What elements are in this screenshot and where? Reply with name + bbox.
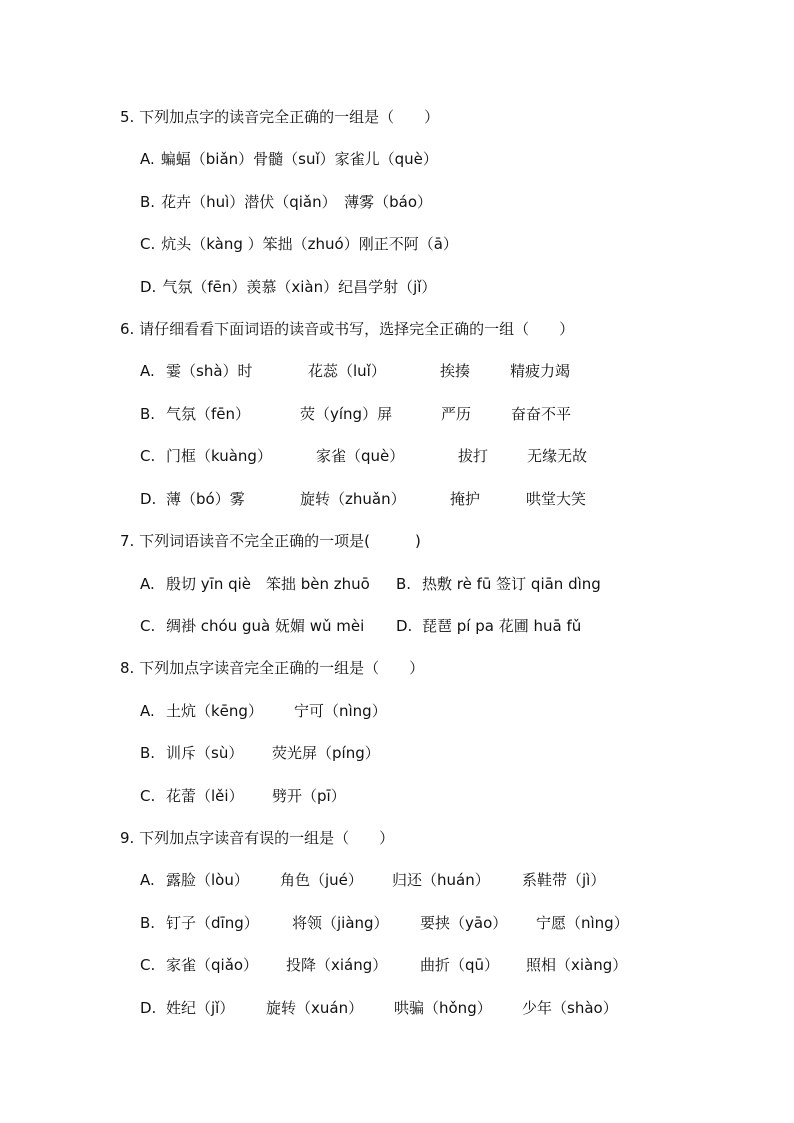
option-col-1: 气氛（fēn）	[166, 405, 251, 423]
option-label: A.	[140, 575, 155, 593]
question-9-stem	[120, 828, 394, 848]
option-col-3: 哄骗（hǒng）	[394, 999, 492, 1017]
option-text: 殷切 yīn qiè 笨拙 bèn zhuō	[166, 575, 370, 593]
question-text: 下列加点字的读音完全正确的一组是（ ）	[139, 108, 440, 126]
option-col-1: 姓纪（jǐ）	[166, 999, 235, 1017]
option-col-2: 角色（jué）	[280, 871, 363, 889]
option-label: C.	[140, 235, 156, 253]
option-label: A.	[140, 362, 155, 380]
option-col-4: 宁愿（nìng）	[536, 914, 629, 932]
option-col-1: 花蕾（lěi）	[166, 787, 244, 805]
question-5-stem	[120, 107, 439, 127]
option-label: D.	[140, 999, 157, 1017]
question-number: 7.	[120, 532, 135, 550]
option-col-3: 拔打	[458, 447, 489, 465]
option-col-1: 霎（shà）时	[166, 362, 253, 380]
q9-option-b	[140, 913, 660, 933]
option-col-2: 花蕊（luǐ）	[308, 362, 386, 380]
q9-option-c	[140, 955, 660, 975]
option-col-3: 挨揍	[440, 362, 471, 380]
option-label: A.	[140, 871, 155, 889]
option-col-1: 门框（kuàng）	[166, 447, 272, 465]
option-col-4: 奋奋不平	[511, 405, 572, 423]
option-col-2: 将领（jiàng）	[292, 914, 389, 932]
option-label: D.	[140, 490, 157, 508]
option-col-2: 荧光屏（píng）	[272, 744, 380, 762]
option-label: D.	[140, 278, 157, 296]
option-col-1: 家雀（qiǎo）	[166, 956, 259, 974]
option-label: B.	[140, 914, 156, 932]
question-8-stem	[120, 658, 424, 678]
option-text: 花卉（huì）潜伏（qiǎn） 薄雾（báo）	[161, 193, 433, 211]
question-number: 8.	[120, 659, 135, 677]
option-col-4: 哄堂大笑	[526, 490, 587, 508]
option-col-2: 荧（yíng）屏	[300, 405, 393, 423]
option-label: B.	[140, 193, 156, 211]
question-7-stem	[120, 531, 421, 551]
option-label: C.	[140, 447, 156, 465]
option-col-3: 归还（huán）	[392, 871, 490, 889]
option-label: D.	[396, 617, 413, 635]
option-text: 绸褂 chóu guà 妩媚 wǔ mèi	[166, 617, 365, 635]
question-text: 下列词语读音不完全正确的一项是( )	[139, 532, 421, 550]
q9-option-a	[140, 870, 660, 890]
q6-option-b	[140, 404, 640, 424]
q5-option-c	[140, 234, 458, 254]
option-label: C.	[140, 617, 156, 635]
q5-option-d	[140, 277, 436, 297]
question-text: 下列加点字读音有误的一组是（ ）	[139, 829, 395, 847]
option-col-1: 训斥（sù）	[166, 744, 244, 762]
q8-option-c	[140, 786, 540, 806]
q6-option-a	[140, 361, 640, 381]
option-col-2: 旋转（xuán）	[266, 999, 364, 1017]
option-col-3: 曲折（qū）	[420, 956, 500, 974]
option-col-4: 无缘无故	[527, 447, 588, 465]
option-col-4: 少年（shào）	[522, 999, 618, 1017]
option-col-1: 钉子（dīng）	[166, 914, 259, 932]
q8-option-a	[140, 701, 540, 721]
option-col-4: 精疲力竭	[510, 362, 571, 380]
question-number: 6.	[120, 320, 135, 338]
option-text: 蝙蝠（biǎn）骨髓（suǐ）家雀儿（què）	[160, 150, 438, 168]
option-col-2: 家雀（què）	[316, 447, 405, 465]
option-col-2: 宁可（nìng）	[294, 702, 387, 720]
option-col-2: 投降（xiáng）	[286, 956, 388, 974]
option-label: A.	[140, 702, 155, 720]
q7-row-1	[140, 574, 640, 594]
option-col-3: 严历	[441, 405, 472, 423]
option-col-1: 薄（bó）雾	[166, 490, 245, 508]
option-label: B.	[140, 744, 156, 762]
q5-option-a	[140, 149, 438, 169]
option-label: C.	[140, 956, 156, 974]
option-col-2: 劈开（pī）	[272, 787, 346, 805]
q6-option-c	[140, 446, 640, 466]
option-label: C.	[140, 787, 156, 805]
option-text: 琵琶 pí pa 花圃 huā fǔ	[422, 617, 582, 635]
question-text: 下列加点字读音完全正确的一组是（ ）	[139, 659, 425, 677]
question-number: 9.	[120, 829, 135, 847]
option-col-4: 系鞋带（jì）	[522, 871, 606, 889]
option-label: B.	[140, 405, 156, 423]
option-col-1: 土炕（kēng）	[166, 702, 263, 720]
option-label: B.	[396, 575, 412, 593]
option-text: 热敷 rè fū 签订 qiān dìng	[422, 575, 601, 593]
option-col-2: 旋转（zhuǎn）	[300, 490, 406, 508]
q9-option-d	[140, 998, 660, 1018]
question-number: 5.	[120, 108, 135, 126]
option-col-4: 照相（xiàng）	[526, 956, 628, 974]
question-6-stem	[120, 319, 574, 339]
option-label: A.	[140, 150, 155, 168]
q5-option-b	[140, 192, 432, 212]
q8-option-b	[140, 743, 540, 763]
q7-row-2	[140, 616, 640, 636]
option-text: 炕头（kàng ）笨拙（zhuó）刚正不阿（ā）	[161, 235, 458, 253]
q6-option-d	[140, 489, 640, 509]
option-text: 气氛（fēn）羡慕（xiàn）纪昌学射（jǐ）	[162, 278, 437, 296]
option-col-3: 掩护	[450, 490, 481, 508]
option-col-1: 露脸（lòu）	[166, 871, 249, 889]
option-col-3: 要挟（yāo）	[420, 914, 508, 932]
question-text: 请仔细看看下面词语的读音或书写，选择完全正确的一组（ ）	[139, 320, 575, 338]
